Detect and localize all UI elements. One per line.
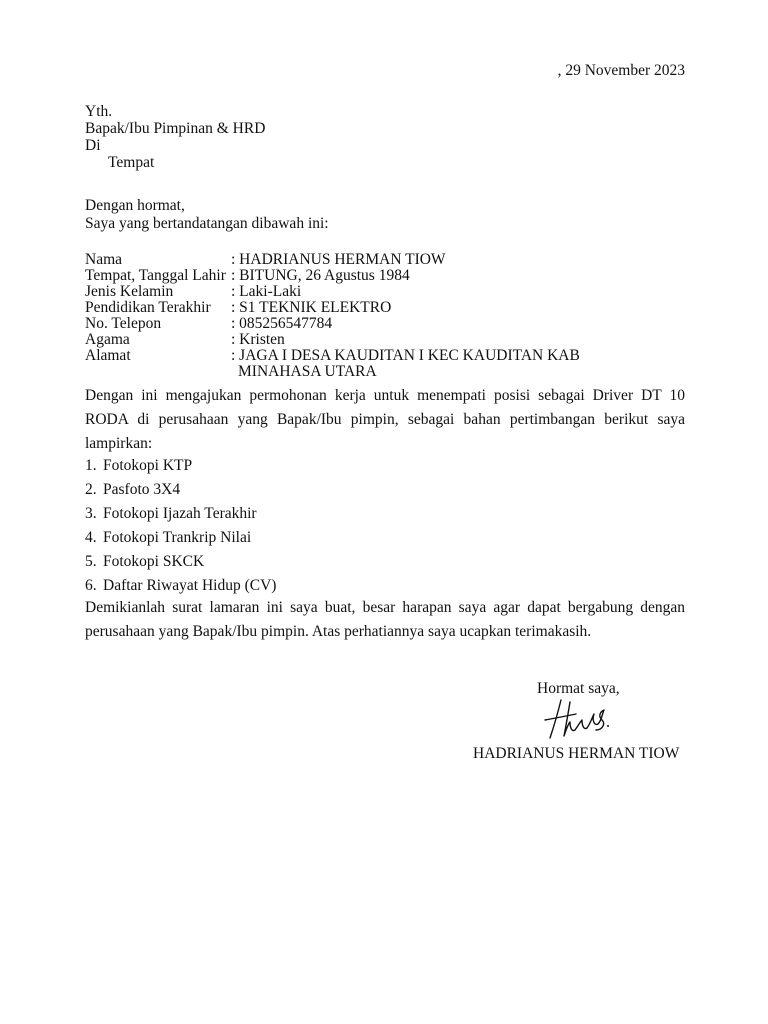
signature-image: [542, 696, 614, 742]
info-row-pendidikan: [85, 300, 580, 316]
info-value: : Laki-Laki: [231, 283, 302, 300]
letter-date: , 29 November 2023: [557, 62, 685, 79]
info-row-nama: [85, 252, 580, 268]
recipient-line-tempat: Tempat: [108, 154, 155, 171]
list-number: 4.: [85, 529, 97, 546]
recipient-line-name: Bapak/Ibu Pimpinan & HRD: [85, 120, 266, 137]
info-label: No. Telepon: [85, 315, 162, 332]
info-label: Agama: [85, 331, 130, 348]
greeting: Dengan hormat,: [85, 197, 185, 214]
info-row-alamat: [85, 348, 580, 364]
list-text: Pasfoto 3X4: [103, 481, 181, 498]
body-paragraph-1: Dengan ini mengajukan permohonan kerja untuk menempati posisi sebagai Driver DT 10 RODA di perusahaan yang Bapak/Ibu pimpin, sebagai bahan pertimbangan berikut saya lampirkan:: [85, 387, 685, 452]
info-label: Tempat, Tanggal Lahir: [85, 267, 226, 284]
closing-salutation: Hormat saya,: [537, 680, 620, 697]
recipient-line-yth: Yth.: [85, 103, 113, 120]
info-value: : 085256547784: [231, 315, 333, 332]
info-row-ttl: [85, 268, 580, 284]
info-label: Jenis Kelamin: [85, 283, 174, 300]
info-row-jenis-kelamin: [85, 284, 580, 300]
list-item: [85, 454, 276, 478]
list-number: 6.: [85, 577, 97, 594]
info-value: : Kristen: [231, 331, 285, 348]
info-label: Alamat: [85, 347, 131, 364]
info-value: : HADRIANUS HERMAN TIOW: [231, 251, 446, 268]
list-text: Fotokopi SKCK: [103, 553, 205, 570]
list-item: [85, 478, 276, 502]
list-text: Fotokopi Ijazah Terakhir: [103, 505, 257, 522]
list-number: 2.: [85, 481, 97, 498]
intro-text: Saya yang bertandatangan dibawah ini:: [85, 215, 329, 232]
info-value: : BITUNG, 26 Agustus 1984: [231, 267, 410, 284]
body-paragraph-2: Demikianlah surat lamaran ini saya buat, besar harapan saya agar dapat bergabung dengan perusahaan yang Bapak/Ibu pimpin. Atas perhatiannya saya ucapkan terimakasih.: [85, 599, 685, 640]
recipient-line-di: Di: [85, 137, 101, 154]
list-item: [85, 502, 276, 526]
list-text: Fotokopi KTP: [103, 457, 193, 474]
applicant-info: [85, 252, 580, 380]
signer-name: HADRIANUS HERMAN TIOW: [473, 745, 680, 762]
list-number: 5.: [85, 553, 97, 570]
recipient-block: [85, 103, 265, 171]
info-value: : JAGA I DESA KAUDITAN I KEC KAUDITAN KAB: [231, 347, 580, 364]
list-number: 3.: [85, 505, 97, 522]
list-item: [85, 526, 276, 550]
info-row-agama: [85, 332, 580, 348]
list-number: 1.: [85, 457, 97, 474]
info-row-telepon: [85, 316, 580, 332]
attachment-list: [85, 454, 276, 598]
info-label: Pendidikan Terakhir: [85, 299, 211, 316]
address-continuation: MINAHASA UTARA: [238, 363, 377, 380]
list-text: Fotokopi Trankrip Nilai: [103, 529, 252, 546]
info-label: Nama: [85, 251, 123, 268]
list-item: [85, 574, 276, 598]
list-item: [85, 550, 276, 574]
list-text: Daftar Riwayat Hidup (CV): [103, 577, 277, 594]
info-value: : S1 TEKNIK ELEKTRO: [231, 299, 392, 316]
